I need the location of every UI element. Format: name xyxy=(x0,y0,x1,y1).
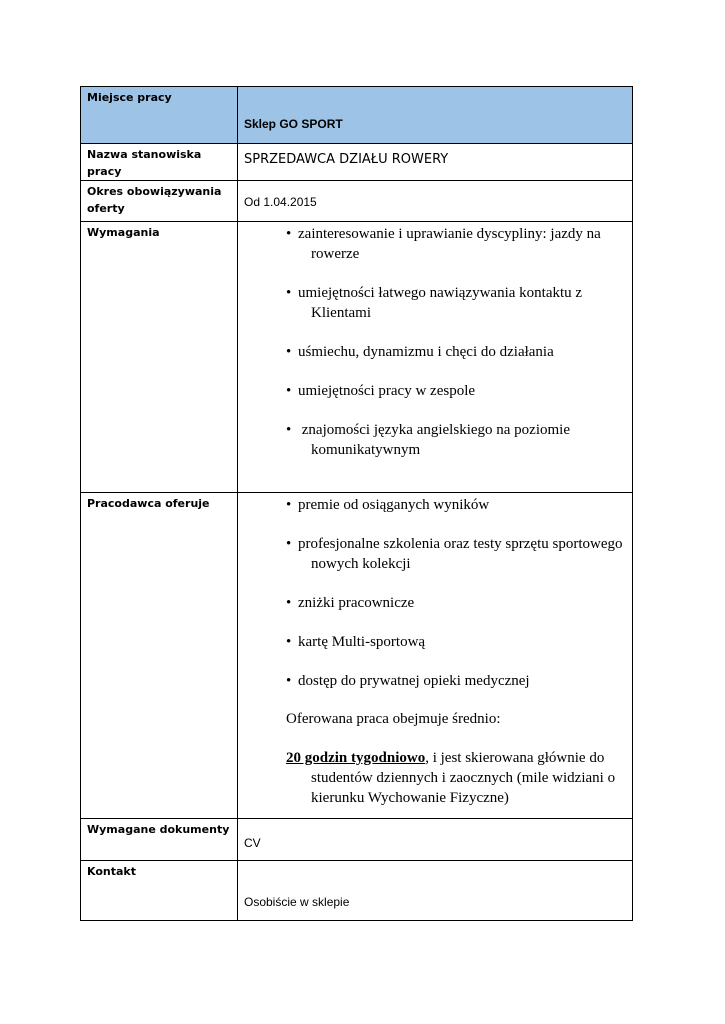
bullet-icon: • xyxy=(286,536,292,552)
list-item: • premie od osiąganych wyników xyxy=(286,497,490,513)
label-workplace: Miejsce pracy xyxy=(87,91,172,104)
bullet-icon: • xyxy=(286,285,292,301)
list-item: • zainteresowanie i uprawianie dyscypliny: jazdy na rowerze xyxy=(286,226,601,262)
row-requirements xyxy=(81,222,633,493)
row-workplace xyxy=(81,87,633,144)
label-position: Nazwa stanowiska pracy xyxy=(87,148,202,178)
bullet-icon: • xyxy=(286,673,292,689)
label-contact: Kontakt xyxy=(87,865,136,878)
row-documents xyxy=(81,819,633,861)
bullet-icon: • xyxy=(286,634,292,650)
bullet-icon: • xyxy=(286,497,292,513)
value-validity: Od 1.04.2015 xyxy=(244,195,317,209)
list-item: • znajomości języka angielskiego na poziomie komunikatywnym xyxy=(286,422,570,458)
bullet-icon: • xyxy=(286,595,292,611)
label-documents: Wymagane dokumenty xyxy=(87,823,230,836)
list-item: • kartę Multi-sportową xyxy=(286,634,426,650)
row-position xyxy=(81,144,633,181)
list-item: • zniżki pracownicze xyxy=(286,595,415,611)
value-documents: CV xyxy=(244,836,261,850)
row-contact xyxy=(81,861,633,921)
benefits-list xyxy=(238,495,632,691)
label-validity: Okres obowiązywania oferty xyxy=(87,185,222,215)
hours-intro: Oferowana praca obejmuje średnio: xyxy=(286,711,501,727)
list-item: • umiejętności łatwego nawiązywania kontaktu z Klientami xyxy=(286,285,583,321)
label-requirements: Wymagania xyxy=(87,226,160,239)
label-employer-offers: Pracodawca oferuje xyxy=(87,497,210,510)
value-contact: Osobiście w sklepie xyxy=(244,895,350,909)
value-position: SPRZEDAWCA DZIAŁU ROWERY xyxy=(244,152,449,167)
bullet-icon: • xyxy=(286,344,292,360)
bullet-icon: • xyxy=(286,383,292,399)
hours-description: 20 godzin tygodniowo, i jest skierowana głównie do studentów dziennych i zaocznych (mile widziani o kierunku Wychowanie Fizyczne) xyxy=(286,750,616,806)
bullet-icon: • xyxy=(286,422,292,438)
list-item: • umiejętności pracy w zespole xyxy=(286,383,476,399)
list-item: • uśmiechu, dynamizmu i chęci do działania xyxy=(286,344,554,360)
value-workplace: Sklep GO SPORT xyxy=(244,117,343,131)
hours-highlight: 20 godzin tygodniowo xyxy=(286,750,426,766)
job-offer-table xyxy=(80,86,633,921)
row-employer-offers xyxy=(81,493,633,819)
list-item: • profesjonalne szkolenia oraz testy sprzętu sportowego nowych kolekcji xyxy=(286,536,623,572)
row-validity xyxy=(81,181,633,222)
bullet-icon: • xyxy=(286,226,292,242)
requirements-list xyxy=(238,224,632,460)
list-item: • dostęp do prywatnej opieki medycznej xyxy=(286,673,530,689)
